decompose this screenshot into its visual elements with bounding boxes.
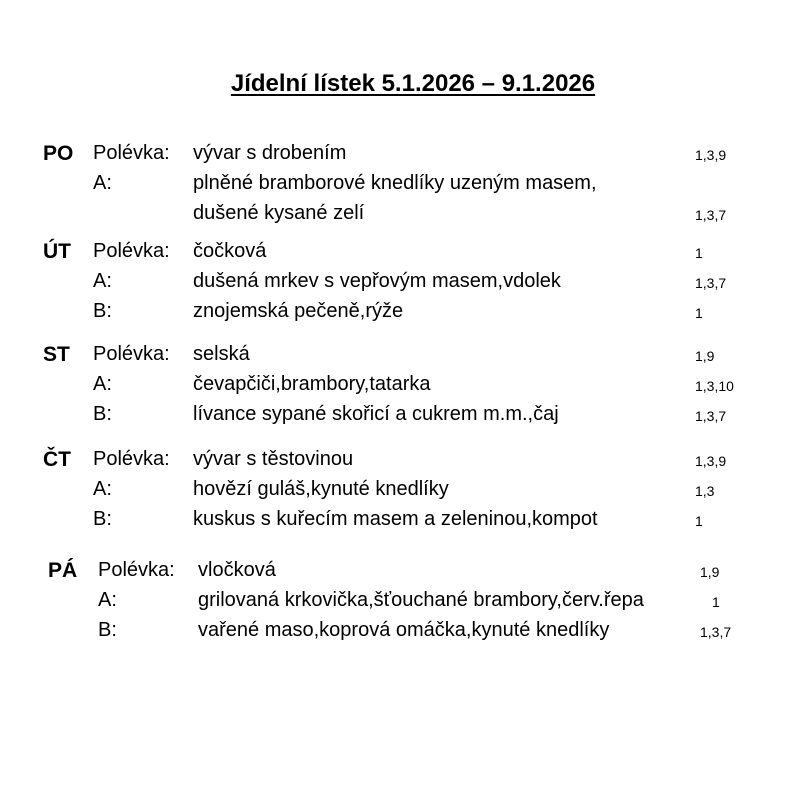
row-label: B: — [93, 403, 112, 425]
menu-row — [0, 142, 797, 172]
row-label: Polévka: — [98, 559, 175, 581]
menu-row — [0, 619, 797, 649]
menu-row — [0, 403, 797, 433]
menu-row — [0, 559, 797, 589]
allergen-codes: 1,3,7 — [695, 207, 727, 223]
allergen-codes: 1,9 — [700, 564, 720, 580]
row-label: Polévka: — [93, 240, 170, 262]
dish-name: čevapčiči,brambory,tatarka — [193, 373, 431, 395]
dish-name: čočková — [193, 240, 267, 262]
day-abbr: ST — [43, 343, 70, 366]
row-label: Polévka: — [93, 142, 170, 164]
dish-name: dušené kysané zelí — [193, 202, 365, 224]
dish-name: lívance sypané skořicí a cukrem m.m.,čaj — [193, 403, 559, 425]
row-label: A: — [93, 478, 112, 500]
allergen-codes: 1,3 — [695, 483, 715, 499]
menu-row — [0, 373, 797, 403]
dish-name: vývar s drobením — [193, 142, 347, 164]
row-label: Polévka: — [93, 343, 170, 365]
row-label: B: — [93, 300, 112, 322]
dish-name: kuskus s kuřecím masem a zeleninou,kompot — [193, 508, 598, 530]
menu-row — [0, 508, 797, 538]
menu-row — [0, 172, 797, 202]
row-label: A: — [93, 172, 112, 194]
allergen-codes: 1,3,9 — [695, 453, 727, 469]
row-label: A: — [93, 270, 112, 292]
allergen-codes: 1 — [695, 305, 703, 321]
dish-name: plněné bramborové knedlíky uzeným masem, — [193, 172, 597, 194]
menu-row — [0, 270, 797, 300]
row-label: A: — [98, 589, 117, 611]
dish-name: selská — [193, 343, 250, 365]
menu-row — [0, 589, 797, 619]
row-label: B: — [98, 619, 117, 641]
row-label: B: — [93, 508, 112, 530]
menu-row — [0, 300, 797, 330]
allergen-codes: 1,3,7 — [700, 624, 732, 640]
row-label: A: — [93, 373, 112, 395]
day-abbr: ČT — [43, 448, 71, 471]
menu-row — [0, 240, 797, 270]
dish-name: grilovaná krkovička,šťouchané brambory,červ.řepa — [198, 589, 644, 611]
menu-row — [0, 478, 797, 508]
allergen-codes: 1,3,7 — [695, 275, 727, 291]
menu-row — [0, 202, 797, 232]
dish-name: dušená mrkev s vepřovým masem,vdolek — [193, 270, 561, 292]
allergen-codes: 1,3,7 — [695, 408, 727, 424]
menu-row — [0, 448, 797, 478]
day-abbr: ÚT — [43, 240, 71, 263]
dish-name: vločková — [198, 559, 276, 581]
allergen-codes: 1,3,10 — [695, 378, 734, 394]
dish-name: vařené maso,koprová omáčka,kynuté knedlíky — [198, 619, 610, 641]
dish-name: hovězí guláš,kynuté knedlíky — [193, 478, 449, 500]
dish-name: vývar s těstovinou — [193, 448, 354, 470]
allergen-codes: 1,3,9 — [695, 147, 727, 163]
menu-title: Jídelní lístek 5.1.2026 – 9.1.2026 — [230, 70, 596, 97]
allergen-codes: 1 — [712, 594, 720, 610]
row-label: Polévka: — [93, 448, 170, 470]
allergen-codes: 1 — [695, 245, 703, 261]
day-abbr: PO — [43, 142, 74, 165]
dish-name: znojemská pečeně,rýže — [193, 300, 404, 322]
day-abbr: PÁ — [48, 559, 78, 582]
allergen-codes: 1,9 — [695, 348, 715, 364]
allergen-codes: 1 — [695, 513, 703, 529]
menu-row — [0, 343, 797, 373]
